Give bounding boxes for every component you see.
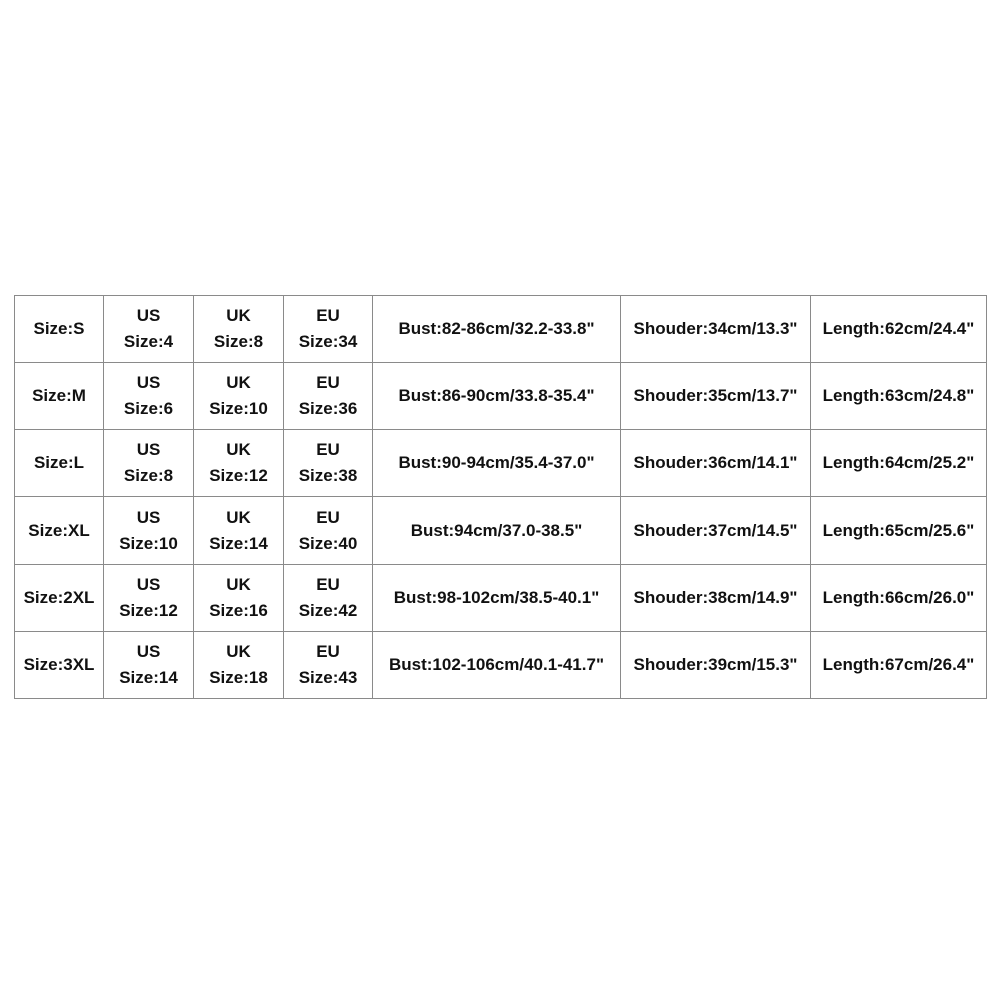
uk-size-value: Size:16	[209, 600, 268, 620]
uk-label: UK	[226, 574, 251, 594]
uk-label: UK	[226, 306, 251, 326]
us-label: US	[136, 574, 161, 594]
uk-size-value: Size:10	[209, 399, 268, 419]
length-cell: Length:65cm/25.6"	[811, 497, 987, 564]
length-cell: Length:63cm/24.8"	[811, 363, 987, 430]
uk-size-value: Size:14	[209, 533, 268, 553]
uk-size-value: Size:8	[213, 332, 264, 352]
shoulder-cell: Shouder:36cm/14.1"	[621, 430, 811, 497]
us-size-cell	[104, 631, 194, 698]
shoulder-cell: Shouder:38cm/14.9"	[621, 564, 811, 631]
shoulder-cell: Shouder:37cm/14.5"	[621, 497, 811, 564]
uk-size-cell	[194, 363, 284, 430]
eu-size-cell	[284, 363, 373, 430]
table-row	[15, 430, 987, 497]
size-cell: Size:M	[15, 363, 104, 430]
uk-size-cell	[194, 631, 284, 698]
length-cell: Length:62cm/24.4"	[811, 296, 987, 363]
uk-label: UK	[226, 440, 251, 460]
size-cell: Size:2XL	[15, 564, 104, 631]
table-row	[15, 363, 987, 430]
table-row	[15, 497, 987, 564]
us-size-cell	[104, 430, 194, 497]
eu-size-value: Size:40	[298, 533, 358, 553]
shoulder-cell: Shouder:34cm/13.3"	[621, 296, 811, 363]
table-row	[15, 631, 987, 698]
eu-size-cell	[284, 564, 373, 631]
uk-size-value: Size:12	[209, 466, 268, 486]
shoulder-cell: Shouder:39cm/15.3"	[621, 631, 811, 698]
size-chart-table	[14, 295, 987, 699]
size-cell: Size:L	[15, 430, 104, 497]
uk-size-cell	[194, 296, 284, 363]
us-size-value: Size:4	[123, 332, 174, 352]
bust-cell: Bust:86-90cm/33.8-35.4"	[373, 363, 621, 430]
us-size-cell	[104, 296, 194, 363]
length-cell: Length:64cm/25.2"	[811, 430, 987, 497]
eu-label: EU	[316, 306, 340, 326]
us-size-value: Size:10	[119, 533, 178, 553]
size-cell: Size:XL	[15, 497, 104, 564]
us-size-value: Size:6	[123, 399, 174, 419]
bust-cell: Bust:82-86cm/32.2-33.8"	[373, 296, 621, 363]
eu-size-value: Size:38	[298, 466, 358, 486]
us-label: US	[136, 507, 161, 527]
eu-label: EU	[316, 440, 340, 460]
us-size-value: Size:8	[123, 466, 174, 486]
uk-label: UK	[226, 373, 251, 393]
eu-size-cell	[284, 430, 373, 497]
size-cell: Size:3XL	[15, 631, 104, 698]
shoulder-cell: Shouder:35cm/13.7"	[621, 363, 811, 430]
eu-size-cell	[284, 296, 373, 363]
eu-label: EU	[316, 373, 340, 393]
uk-size-value: Size:18	[209, 667, 268, 687]
us-size-cell	[104, 564, 194, 631]
uk-size-cell	[194, 564, 284, 631]
us-label: US	[136, 373, 161, 393]
size-cell: Size:S	[15, 296, 104, 363]
eu-label: EU	[316, 574, 340, 594]
table-row	[15, 296, 987, 363]
uk-label: UK	[226, 507, 251, 527]
us-label: US	[136, 440, 161, 460]
bust-cell: Bust:94cm/37.0-38.5"	[373, 497, 621, 564]
length-cell: Length:67cm/26.4"	[811, 631, 987, 698]
us-size-cell	[104, 497, 194, 564]
eu-label: EU	[316, 641, 340, 661]
eu-size-value: Size:34	[298, 332, 358, 352]
us-size-cell	[104, 363, 194, 430]
length-cell: Length:66cm/26.0"	[811, 564, 987, 631]
uk-label: UK	[226, 641, 251, 661]
eu-size-cell	[284, 497, 373, 564]
uk-size-cell	[194, 497, 284, 564]
us-label: US	[136, 641, 161, 661]
eu-size-value: Size:42	[298, 600, 358, 620]
eu-size-value: Size:36	[298, 399, 358, 419]
us-label: US	[136, 306, 161, 326]
us-size-value: Size:12	[119, 600, 178, 620]
eu-size-cell	[284, 631, 373, 698]
bust-cell: Bust:90-94cm/35.4-37.0"	[373, 430, 621, 497]
uk-size-cell	[194, 430, 284, 497]
bust-cell: Bust:98-102cm/38.5-40.1"	[373, 564, 621, 631]
table-row	[15, 564, 987, 631]
eu-size-value: Size:43	[298, 667, 358, 687]
us-size-value: Size:14	[119, 667, 178, 687]
bust-cell: Bust:102-106cm/40.1-41.7"	[373, 631, 621, 698]
eu-label: EU	[316, 507, 340, 527]
